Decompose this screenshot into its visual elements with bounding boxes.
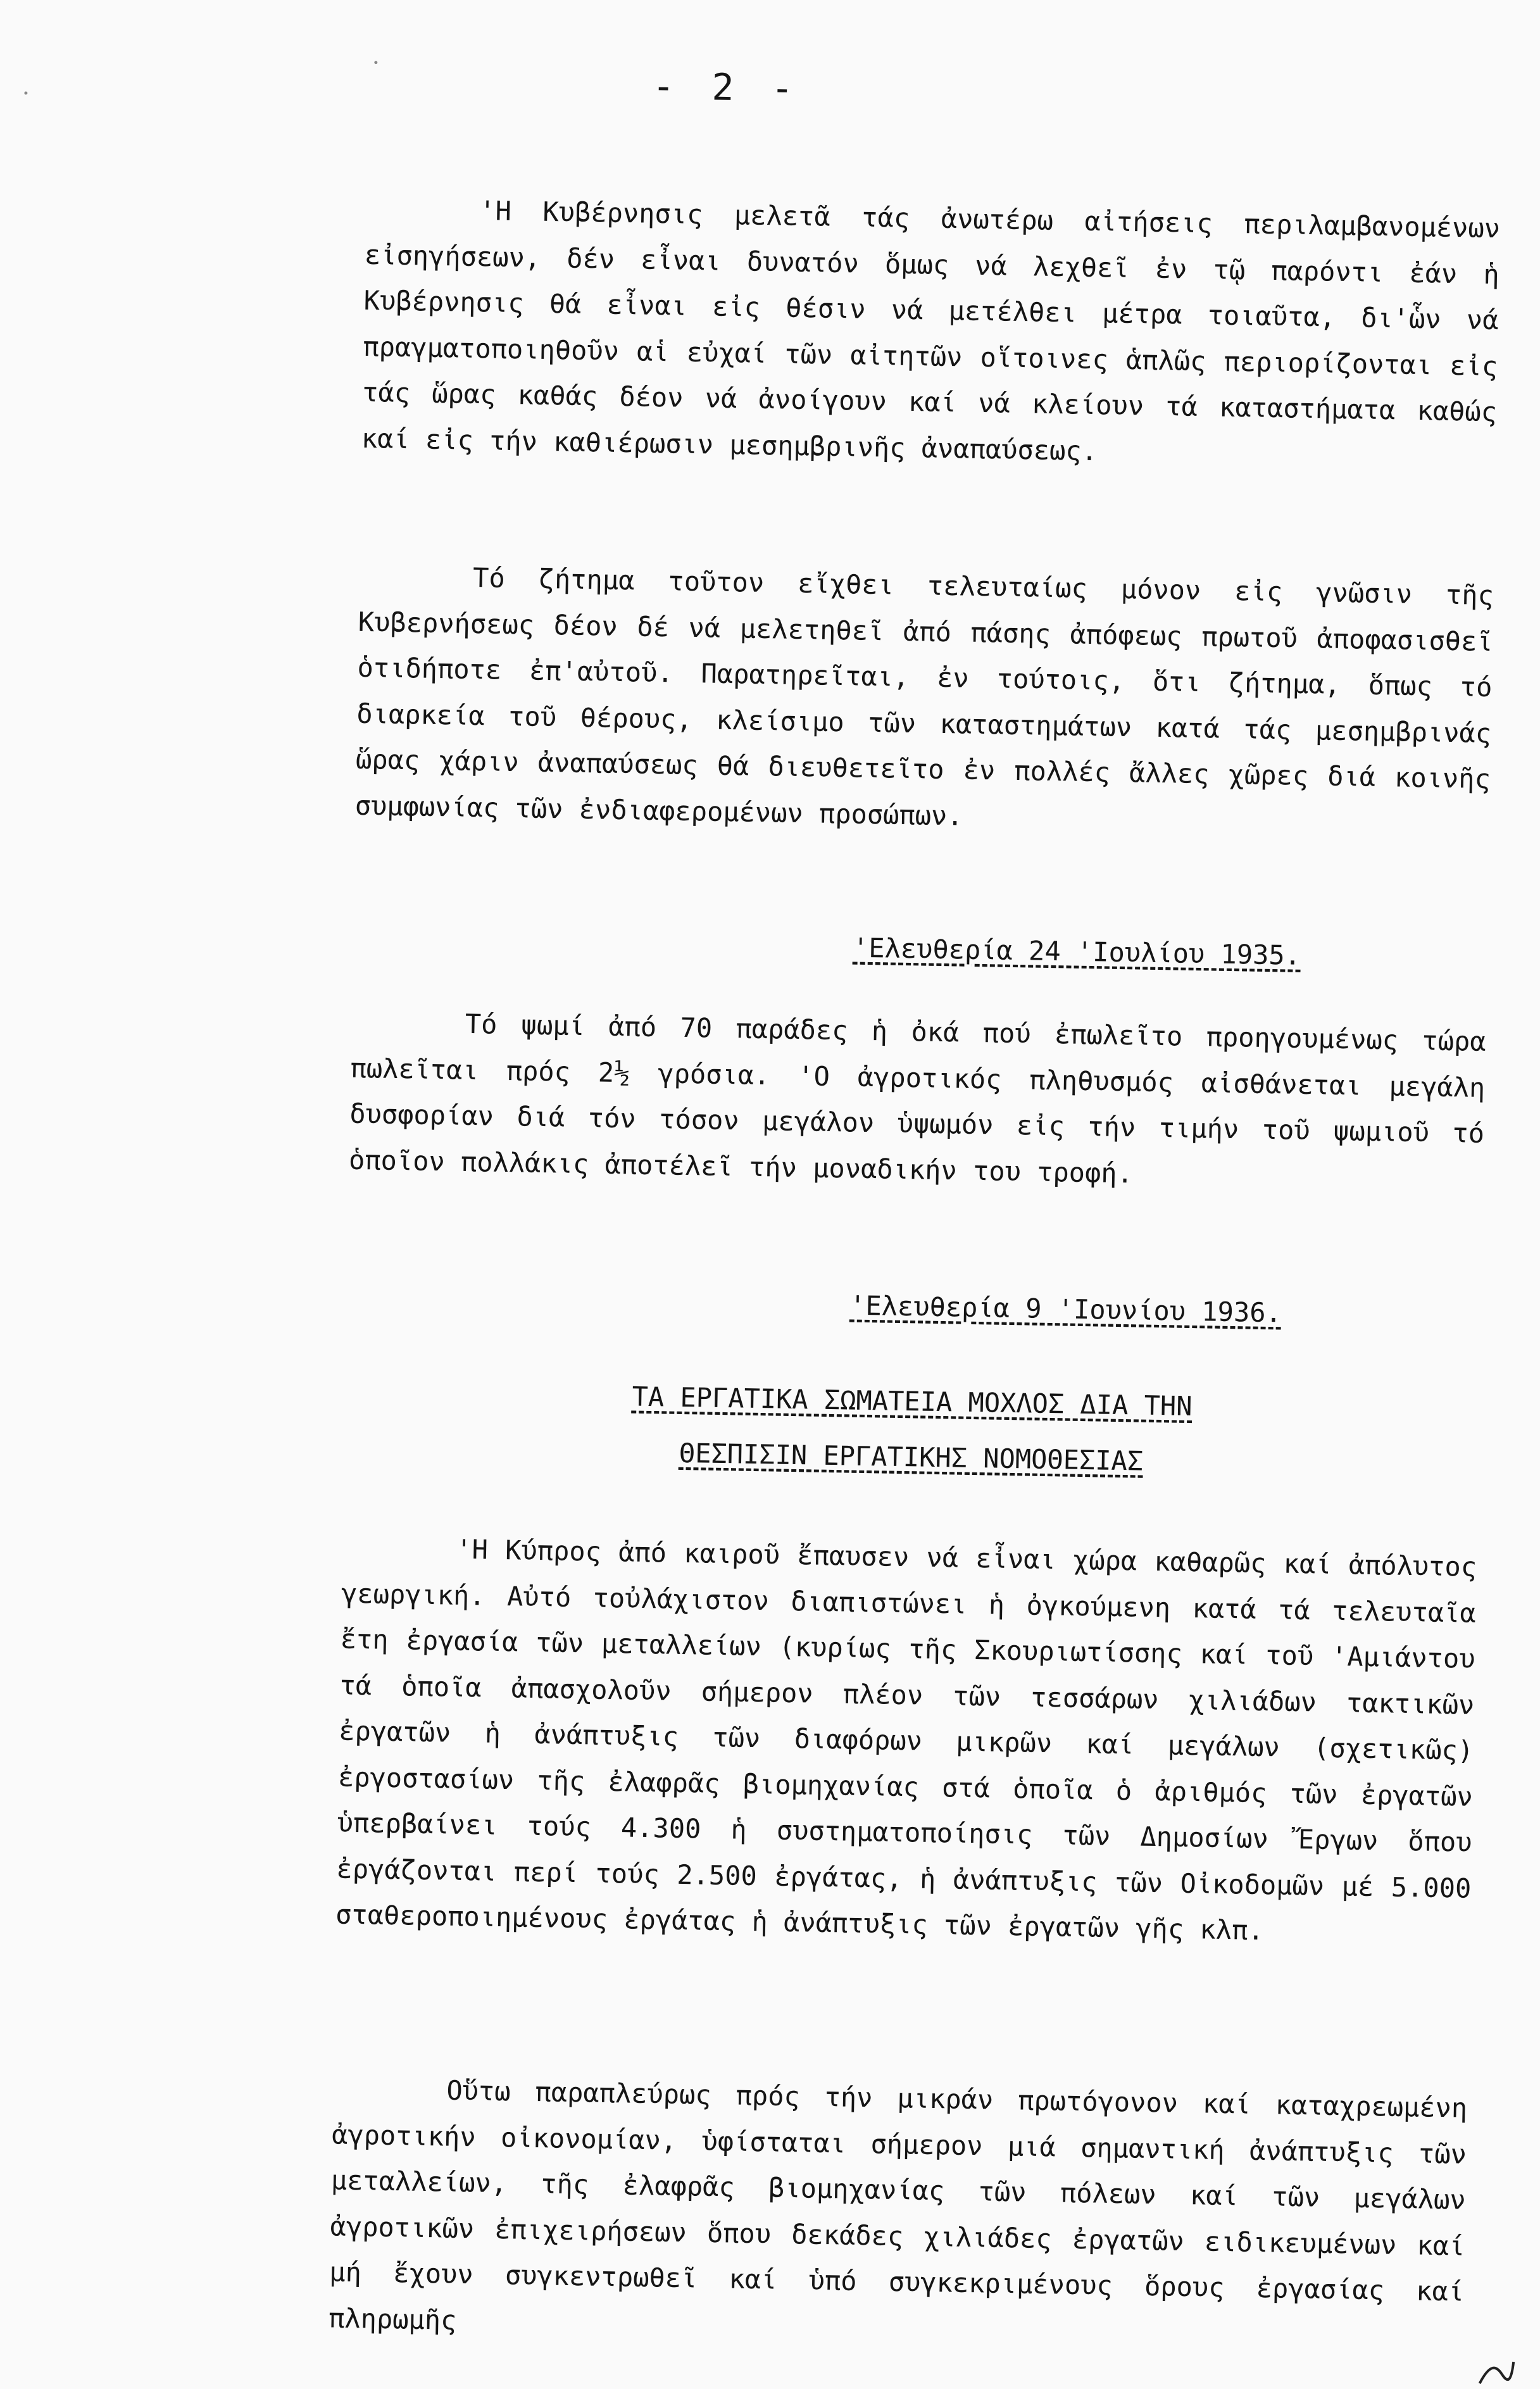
heading-line: ΘΕΣΠΙΣΙΝ ΕΡΓΑΤΙΚΗΣ ΝΟΜΟΘΕΣΙΑΣ	[679, 1437, 1144, 1477]
body-paragraph-4-block	[335, 1525, 1477, 1958]
heading-line: ΤΑ ΕΡΓΑΤΙΚΑ ΣΩΜΑΤΕΙΑ ΜΟΧΛΟΣ ΔΙΑ ΤΗΝ	[632, 1381, 1193, 1422]
body-paragraph-5-block	[329, 2066, 1468, 2361]
body-paragraph-2-block	[354, 553, 1494, 848]
body-paragraph-1-block	[361, 186, 1500, 481]
body-paragraph: Τό ζήτημα τοῦτον εἴχθει τελευταίως μόνον εἰς γνῶσιν τῆς Κυβερνήσεως δέον δέ νά μελετηθεῖ ἀπό πάσης ἀπόφεως πρωτοῦ ἀποφασισθεῖ ὁτιδήποτε ἐπ'αὐτοῦ. Παρατηρεῖται, ἐν τούτοις, ὅτι ζήτημα, ὅπως τό διαρκεία τοῦ θέρους, κλείσιμο τῶν καταστημάτων κατά τάς μεσημβρινάς ὥρας χάριν ἀναπαύσεως θά διευθετεῖτο ἐν πολλές ἄλλες χῶρες διά κοινῆς συμφωνίας τῶν ἐνδιαφερομένων προσώπων.	[354, 561, 1494, 832]
page-number: - 2 -	[652, 64, 801, 110]
body-paragraph: Οὕτω παραπλεύρως πρός τήν μικράν πρωτόγονον καί καταχρεωμένη ἀγροτικήν οἰκονομίαν, ὑφίσταται σήμερον μιά σημαντική ἀνάπτυξις τῶν μεταλλείων, τῆς ἐλαφρᾶς βιομηχανίας τῶν πόλεων καί τῶν μεγάλων ἀγροτικῶν ἐπιχειρήσεων ὅπου δεκάδες χιλιάδες ἐργατῶν ειδικευμένων καί μή ἔχουν συγκεντρωθεῖ καί ὑπό συγκεκριμένους ὅρους ἐργασίας καί πληρωμῆς	[328, 2074, 1468, 2336]
body-paragraph: 'Η Κύπρος ἀπό καιροῦ ἔπαυσεν νά εἶναι χώρα καθαρῶς καί ἀπόλυτος γεωργική. Αὐτό τοὐλάχιστον διαπιστώνει ἡ ὀγκούμενη κατά τά τελευταῖα ἔτη ἐργασία τῶν μεταλλείων (κυρίως τῆς Σκουριωτίσσης καί τοῦ 'Αμιάντου τά ὁποῖα ἀπασχολοῦν σήμερον πλέον τῶν τεσσάρων χιλιάδων τακτικῶν ἐργατῶν ἡ ἀνάπτυξις τῶν διαφόρων μικρῶν καί μεγάλων (σχετικῶς) ἐργοστασίων τῆς ἐλαφρᾶς βιομηχανίας στά ὁποῖα ὁ ἀριθμός τῶν ἐργατῶν ὑπερβαίνει τούς 4.300 ἡ συστηματοποίησις τῶν Δημοσίων Ἔργων ὅπου ἐργάζονται περί τούς 2.500 ἐργάτας, ἡ ἀνάπτυξις τῶν Οἰκοδομῶν μέ 5.000 σταθεροποιημένους ἐργάτας ἡ ἀνάπτυξις τῶν ἐργατῶν γῆς κλπ.	[335, 1533, 1477, 1947]
body-paragraph-3-block	[348, 1000, 1486, 1203]
source-citation: 'Ελευθερία 9 'Ιουνίου 1936.	[849, 1289, 1282, 1329]
body-paragraph: 'Η Κυβέρνησις μελετᾶ τάς ἀνωτέρω αἰτήσεις περιλαμβανομένων εἰσηγήσεων, δέν εἶναι δυνατόν ὅμως νά λεχθεῖ ἐν τῷ παρόντι ἐάν ἡ Κυβέρνησις θά εἶναι εἰς θέσιν νά μετέλθει μέτρα τοιαῦτα, δι'ὧν νά πραγματοποιηθοῦν αἱ εὐχαί τῶν αἰτητῶν οἵτοινες ἁπλῶς περιορίζονται εἰς τάς ὥρας καθάς δέον νά ἀνοίγουν καί νά κλείουν τά καταστήματα καθώς καί εἰς τήν καθιέρωσιν μεσημβρινῆς ἀναπαύσεως.	[361, 195, 1501, 467]
source-citation: 'Ελευθερία 24 'Ιουλίου 1935.	[852, 932, 1301, 971]
section-heading	[343, 1373, 1480, 1504]
scan-speck	[24, 91, 27, 94]
pen-scribble-mark	[1477, 2358, 1515, 2387]
body-paragraph: Τό ψωμί ἀπό 70 παράδες ἡ ὀκά πού ἐπωλεῖτο προηγουμένως τώρα πωλεῖται πρός 2½ γρόσια. 'Ο ἀγροτικός πληθυσμός αἰσθάνεται μεγάλη δυσφορίαν διά τόν τόσον μεγάλον ὑψωμόν εἰς τήν τιμήν τοῦ ψωμιοῦ τό ὁποῖον πολλάκις ἀποτέλεῖ τήν μοναδικήν του τροφή.	[348, 1008, 1487, 1189]
scan-speck	[374, 61, 377, 64]
